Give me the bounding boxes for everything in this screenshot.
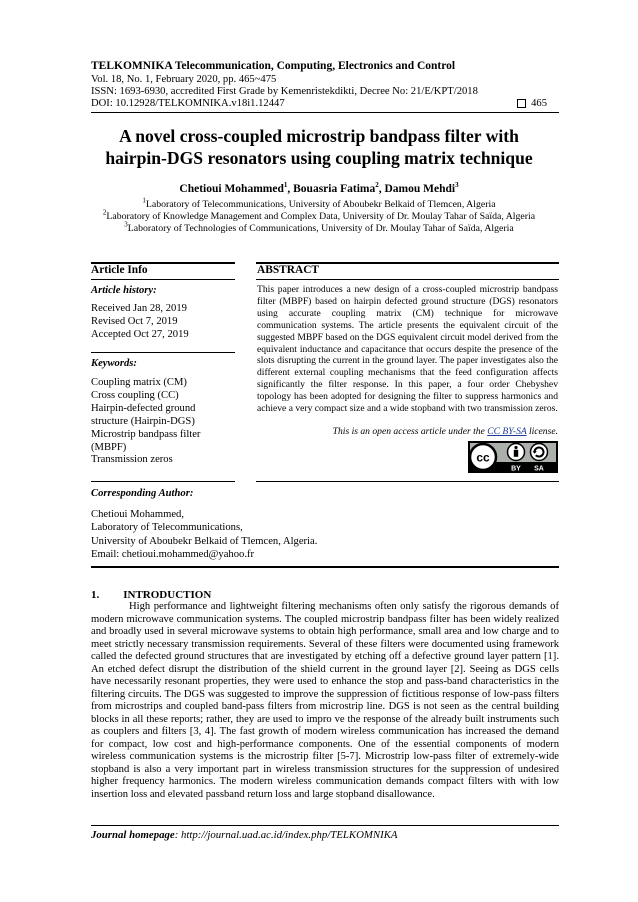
badge-sa-label: SA — [534, 465, 544, 473]
corresponding-email: Email: chetioui.mohammed@yahoo.fr — [91, 549, 255, 561]
article-info-sub-rule — [91, 279, 235, 280]
badge-by-label: BY — [511, 465, 521, 473]
header-rule — [91, 112, 559, 113]
history-item: Revised Oct 7, 2019 — [91, 315, 178, 327]
history-item: Accepted Oct 27, 2019 — [91, 328, 189, 340]
author-name: Chetioui Mohammed — [179, 183, 284, 195]
svg-text:cc: cc — [476, 450, 490, 465]
footer-rule — [91, 825, 559, 826]
abstract-sub-rule — [256, 279, 559, 280]
keyword-item: Coupling matrix (CM) — [91, 377, 187, 388]
journal-issn: ISSN: 1693-6930, accredited First Grade by Kemenristekdikti, Decree No: 21/E/KPT/2018 — [91, 86, 478, 97]
affiliation-text: Laboratory of Telecommunications, University of Aboubekr Belkaid of Tlemcen, Algeria — [145, 199, 496, 210]
abstract-heading: ABSTRACT — [257, 264, 320, 276]
corresponding-heading: Corresponding Author: — [91, 488, 194, 499]
affiliation — [60, 220, 578, 234]
keywords-heading: Keywords: — [91, 358, 137, 369]
journal-homepage — [91, 829, 398, 841]
page-number — [517, 98, 547, 109]
keywords-rule — [91, 352, 235, 353]
introduction-heading — [91, 589, 211, 601]
abstract-bottom-rule — [256, 481, 559, 482]
title-line-2: hairpin-DGS resonators using coupling matrix technique — [105, 148, 533, 168]
journal-name: TELKOMNIKA Telecommunication, Computing, Electronics and Control — [91, 60, 456, 72]
history-list — [91, 303, 189, 342]
paper-title — [60, 125, 578, 169]
author-sup: 1 — [283, 181, 288, 190]
affiliation — [60, 208, 578, 222]
keyword-item: structure (Hairpin-DGS) — [91, 415, 195, 427]
affiliation-sup: 2 — [102, 208, 107, 217]
page-number-text: 465 — [531, 98, 547, 109]
keyword-item: Cross coupling (CC) — [91, 389, 179, 401]
author-sup: 2 — [375, 181, 379, 190]
author-name: Bouasria Fatima — [293, 183, 376, 195]
keyword-item: Hairpin-defected ground — [91, 402, 196, 414]
affiliation-text: Laboratory of Knowledge Management and Complex Data, University of Dr. Moulay Tahar of Saïda, Algeria — [106, 211, 536, 222]
corresponding-line: University of Aboubekr Belkaid of Tlemcen, Algeria. — [91, 535, 318, 547]
affiliation-text: Laboratory of Technologies of Communications, University of Dr. Moulay Tahar of Saïda, Algeria — [127, 223, 514, 234]
open-access-prefix: This is an open access article under the — [332, 426, 488, 437]
article-doi: DOI: 10.12928/TELKOMNIKA.v18i1.12447 — [91, 98, 285, 109]
section-title: INTRODUCTION — [123, 589, 212, 601]
article-info-bottom-rule — [91, 481, 235, 482]
introduction-body — [91, 601, 559, 801]
keyword-item: (MBPF) — [91, 441, 127, 453]
cc-by-sa-badge-icon[interactable] — [468, 441, 558, 473]
article-info-heading: Article Info — [91, 264, 148, 276]
keyword-item: Transmission zeros — [91, 454, 173, 466]
open-access-suffix: license. — [526, 426, 558, 437]
introduction-paragraph: High performance and lightweight filtering mechanisms often only satisfy the rigorous demands of modern microwave communication systems. The coupled microstrip bandpass filter has been widely realized and broadly used in several microwave systems to obtain high performance, small area and low charge and to meet strictly necessary transmission requirements. Several of these filters were documented using framework called the defected ground structures that are investigated by etching off a defective ground layer pattern [1]. An etched defect disrupt the distribution of the shield current in the ground layer [2]. Seeing as DGS cells have necessarily resonant properties, they were used to enhance the stop and pass-band characteristics in the filtering circuits. The DGS was suggested to improve the suppression of fictitious response of low-pass filters from microstrips and coupled band-pass filters from microstrip line. DGS is not seen as the central building blocks in all these reports; rather, they are used to impro ve the response of the already built instruments such as couplers and filters [3, 4]. The fast growth of modern wireless communication has increased the demand for compact, low cost and high-performance components. One of the essential components of modern wireless communication systems is the microstrip filter [5-7]. Microstrip low-pass filter of extremely-wide stopband is also a very important part in wireless transmission structures for the suppression of undesired higher frequency harmonics. The modern wireless communication demands compact filters with with low insertion loss and elevated passband return loss and large stopband disallowance. — [91, 601, 559, 800]
author-sup: 3 — [455, 181, 459, 190]
affiliation — [60, 196, 578, 210]
keyword-item: Microstrip bandpass filter — [91, 428, 201, 440]
affiliation-sup: 3 — [124, 220, 128, 229]
abstract-text: This paper introduces a new design of a cross-coupled microstrip bandpass filter (MBPF) based on hairpin defected ground structure (DGS) resonators using accurate coupling matrix (CM) technique for microwave communication systems. The article presents the equivalent circuit of the suggested MBPF based on the DGS equivalent circuit model derived from the equivalent inductance and capacitance that occurs despite the presence of the slots disrupting the current in the ground layer. The paper investigates also the different external coupling mechanisms that the feed configuration affects significantly the filter response. In this paper, a four order Chebyshev topology has been adopted for designing the filter to suppress harmonics and achieve a very compact size and a wide stopband with two transmission zeros. — [257, 284, 558, 415]
corresponding-line: Chetioui Mohammed, — [91, 509, 184, 520]
keywords-list — [91, 377, 200, 467]
journal-volume: Vol. 18, No. 1, February 2020, pp. 465~475 — [91, 74, 277, 85]
corresponding-line: Laboratory of Telecommunications, — [91, 522, 243, 534]
open-access-note — [257, 426, 558, 437]
footer-url[interactable]: : http://journal.uad.ac.id/index.php/TELKOMNIKA — [174, 829, 398, 841]
corresponding-bottom-rule — [91, 566, 559, 568]
affiliation-sup: 1 — [142, 196, 146, 205]
footer-label: Journal homepage — [91, 829, 175, 841]
title-line-1: A novel cross-coupled microstrip bandpass filter with — [119, 126, 519, 146]
section-number: 1. — [91, 589, 100, 601]
license-link[interactable]: CC BY-SA — [487, 426, 527, 437]
corresponding-details — [91, 508, 317, 562]
author-name: Damou Mehdi — [384, 183, 456, 195]
page-box-icon — [517, 99, 526, 108]
history-item: Received Jan 28, 2019 — [91, 303, 187, 314]
history-heading: Article history: — [91, 285, 157, 296]
author-list: Chetioui Mohammed$^1$, Bouasria Fatima$^2$, Damou Mehdi$^3$ — [179, 181, 459, 195]
